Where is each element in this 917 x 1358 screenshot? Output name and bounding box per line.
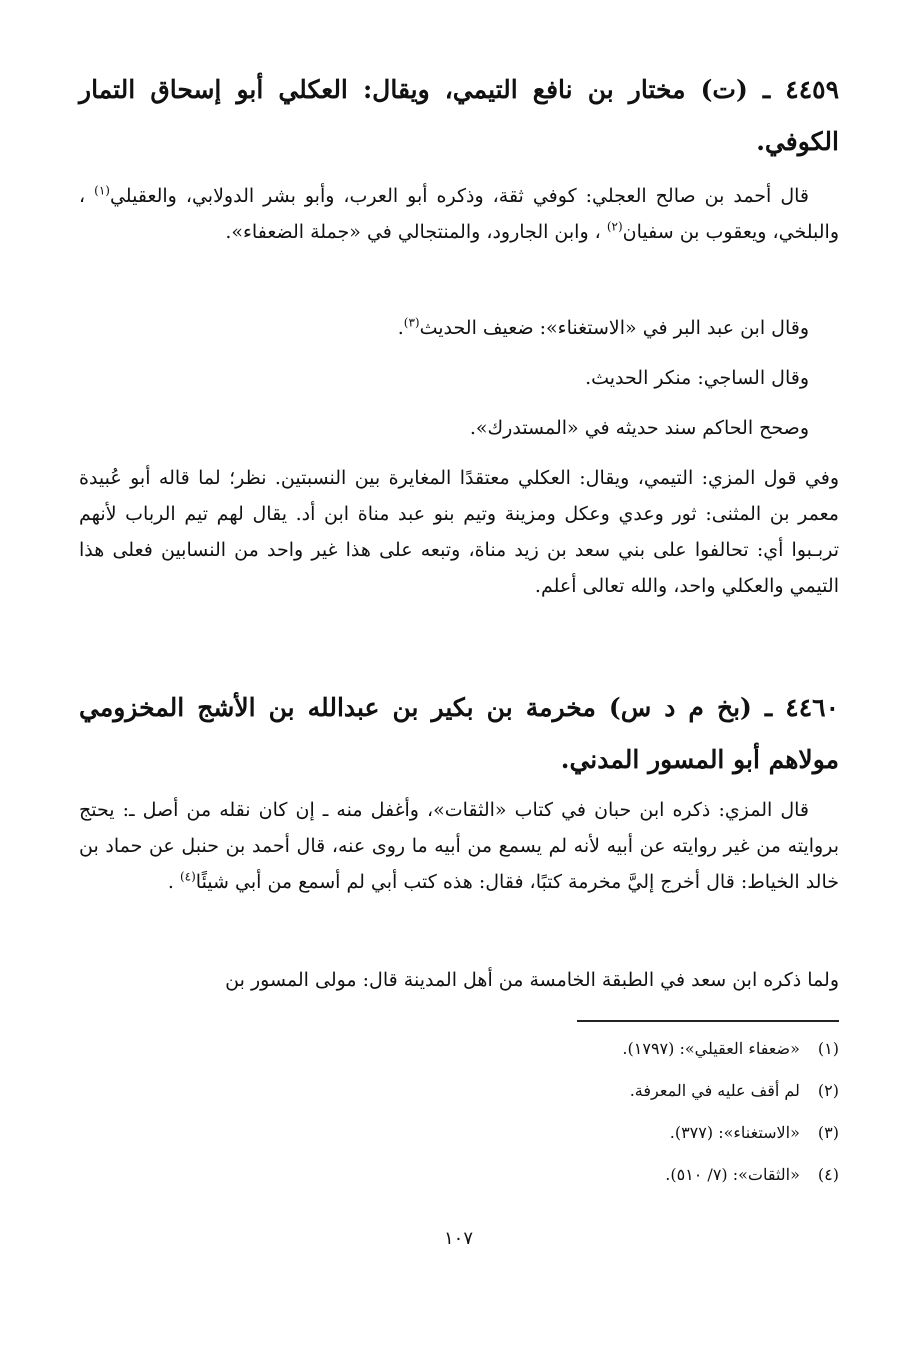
entry-4459-paragraph-4: وصحح الحاكم سند حديثه في «المستدرك». [469,417,809,439]
entry-4459-paragraph-5: وفي قول المزي: التيمي، ويقال: العكلي معتقدًا المغايرة بين النسبتين. نظر؛ لما قاله أبو عُبيدة معمر بن المثنى: ثور وعدي وعكل ومزينة وتيم بنو عبد مناة ابن أد. يقال لهم تيم الرباب لأنهم تربـبوا أي: تحالفوا على بني سعد بن زيد مناة، وتبعه على هذا غير واحد من النسابين فعلى هذا التيمي والعكلي واحد، والله تعالى أعلم. [79,467,839,597]
page-number: ١٠٧ [443,1228,473,1249]
entry-4460-paragraph-2: ولما ذكره ابن سعد في الطبقة الخامسة من أهل المدينة قال: مولى المسور بن [225,969,839,991]
footnote-2 [79,1070,839,1112]
entry-4459-paragraph-2 [79,310,839,346]
text-segment: ، والبلخي، ويعقوب بن سفيان [79,185,839,243]
footnote-1 [79,1028,839,1070]
footnote-4 [79,1154,839,1196]
entry-4459-paragraph-3: وقال الساجي: منكر الحديث. [585,367,809,389]
footnote-number: (١) [817,1039,839,1058]
footnote-3 [79,1112,839,1154]
footnotes-section [79,1028,839,1196]
footnote-text: «ضعفاء العقيلي»: (١٧٩٧). [622,1039,800,1058]
footnote-text: لم أقف عليه في المعرفة. [629,1081,800,1100]
text-segment: . [397,317,404,339]
entry-4460-paragraph-1 [79,792,839,900]
entry-4460-heading: ٤٤٦٠ ـ (بخ م د س) مخرمة بن بكير بن عبدالله بن الأشج المخزومي مولاهم أبو المسور المدني. [79,693,839,774]
footnote-ref-3[interactable]: (٣) [403,315,420,330]
entry-4459-paragraph-1 [79,178,839,250]
text-segment: قال المزي: ذكره ابن حبان في كتاب «الثقات»، وأغفل منه ـ إن كان نقله من أصل ـ: يحتج بروايته من غير روايته عن أبيه لأنه لم يسمع من أبيه ما روى عنه، قال أحمد بن حنبل عن حماد بن خالد الخياط: قال أخرج إليَّ مخرمة كتبًا، فقال: هذه كتب أبي لم أسمع من أبي شيئًا [79,799,839,893]
footnote-number: (٢) [817,1081,839,1100]
footnote-ref-4[interactable]: (٤) [179,869,196,884]
text-segment: . [167,871,180,893]
text-segment: ، وابن الجارود، والمنتجالي في «جملة الضعفاء». [225,221,607,243]
footnote-text: «الاستغناء»: (٣٧٧). [669,1123,800,1142]
footnote-number: (٣) [817,1123,839,1142]
text-segment: قال أحمد بن صالح العجلي: كوفي ثقة، وذكره أبو العرب، وأبو بشر الدولابي، والعقيلي [109,185,810,207]
footnote-text: «الثقات»: (٧/ ٥١٠). [665,1165,800,1184]
footnote-separator [577,1020,839,1022]
text-segment: وقال ابن عبد البر في «الاستغناء»: ضعيف الحديث [419,317,809,339]
footnote-ref-2[interactable]: (٢) [606,219,623,234]
footnote-number: (٤) [817,1165,839,1184]
footnote-ref-1[interactable]: (١) [94,183,110,198]
entry-4459-heading: ٤٤٥٩ ـ (ت) مختار بن نافع التيمي، ويقال: العكلي أبو إسحاق التمار الكوفي. [79,75,839,156]
